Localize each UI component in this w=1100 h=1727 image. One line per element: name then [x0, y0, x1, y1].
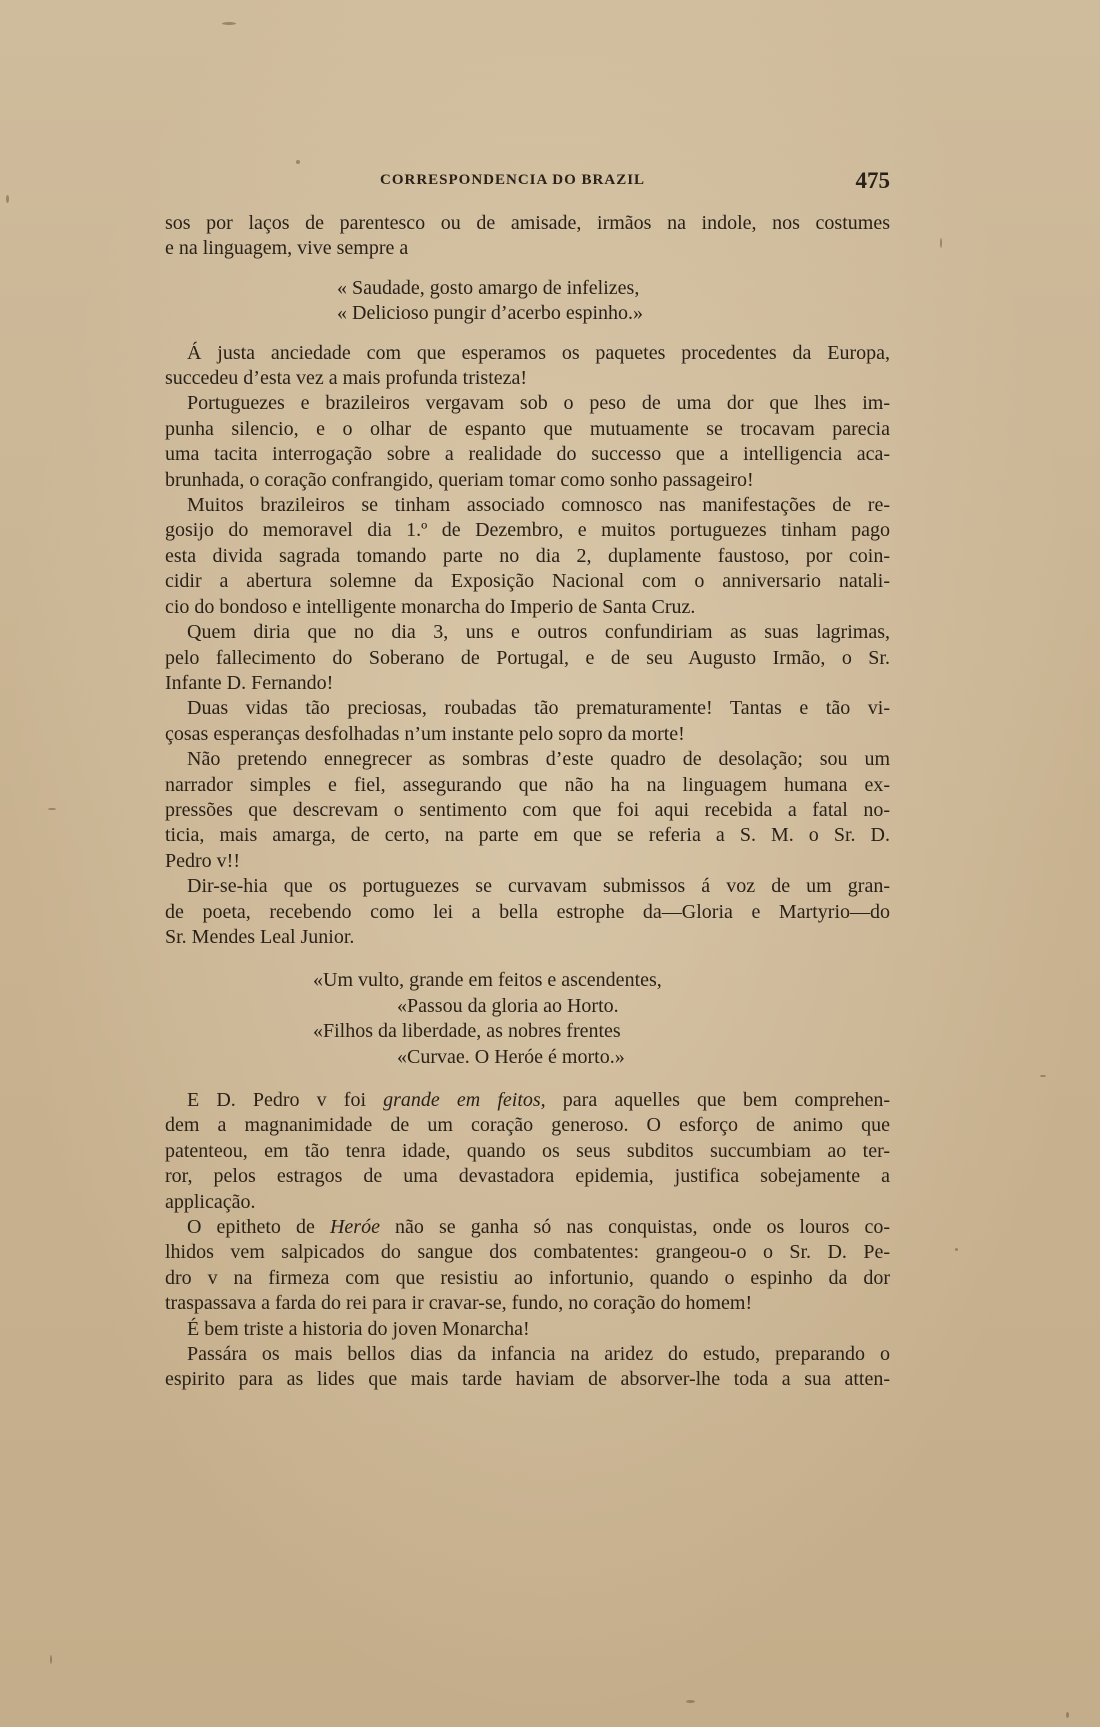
text-line: Passára os mais bellos dias da infancia na aridez do estudo, preparando o: [187, 1343, 890, 1366]
text-line: de poeta, recebendo como lei a bella estrophe da—Gloria e Martyrio—do: [165, 900, 890, 923]
paragraph-5: [165, 620, 890, 696]
text-line: Á justa anciedade com que esperamos os paquetes procedentes da Europa,: [187, 341, 890, 364]
text-line: e na linguagem, vive sempre a: [165, 237, 409, 260]
paper-speck: [50, 1655, 52, 1664]
paper-speck: [222, 22, 236, 25]
paper-speck: [955, 1248, 958, 1251]
paper-speck: [686, 1700, 695, 1703]
text-line: lhidos vem salpicados do sangue dos combatentes: grangeou-o o Sr. D. Pe-: [165, 1241, 890, 1264]
text-line: narrador simples e fiel, assegurando que não ha na linguagem humana ex-: [165, 773, 890, 796]
text-line: É bem triste a historia do joven Monarcha!: [187, 1317, 530, 1340]
verse-quote-2: [165, 968, 890, 1070]
verse-line: «Passou da gloria ao Horto.: [397, 994, 619, 1017]
verse-line: «Curvae. O Heróe é morto.»: [397, 1045, 625, 1068]
text-line: espirito para as lides que mais tarde haviam de absorver-lhe toda a sua atten-: [165, 1368, 890, 1391]
text-line: ror, pelos estragos de uma devastadora epidemia, justifica sobejamente a: [165, 1165, 890, 1188]
text-line: pelo fallecimento do Soberano de Portugal, e de seu Augusto Irmão, o Sr.: [165, 646, 890, 669]
paragraph-6: [165, 696, 890, 747]
text-run: não se ganha só nas conquistas, onde os louros co-: [395, 1216, 891, 1239]
italic-word: Heróe: [329, 1216, 380, 1239]
verse-line: « Saudade, gosto amargo de infelizes,: [337, 276, 640, 299]
paragraph-11: [165, 1317, 890, 1342]
paragraph-8: [165, 874, 890, 950]
italic-phrase: grande em feitos,: [383, 1089, 546, 1111]
text-line: sos por laços de parentesco ou de amisade, irmãos na indole, nos costumes: [165, 212, 890, 234]
text-line: brunhada, o coração confrangido, queriam tomar como sonho passageiro!: [165, 468, 754, 491]
text-run: O epitheto de: [187, 1216, 315, 1239]
text-line: gosijo do memoravel dia 1.º de Dezembro, e muitos portuguezes tinham pago: [165, 519, 890, 542]
text-line: pressões que descrevam o sentimento com que foi aqui recebida a fatal no-: [165, 798, 890, 821]
paragraph-4: [165, 493, 890, 620]
text-line: traspassava a farda do rei para ir cravar-se, fundo, no coração do homem!: [165, 1292, 753, 1315]
text-line: Portuguezes e brazileiros vergavam sob o peso de uma dor que lhes im-: [187, 392, 890, 415]
text-line: Não pretendo ennegrecer as sombras d’este quadro de desolação; sou um: [187, 748, 890, 771]
text-line: Pedro v!!: [165, 849, 240, 872]
text-line: Sr. Mendes Leal Junior.: [165, 925, 355, 948]
paragraph-1: [165, 211, 890, 262]
text-line: Dir-se-hia que os portuguezes se curvavam submissos á voz de um gran-: [187, 875, 890, 898]
text-line: Muitos brazileiros se tinham associado comnosco nas manifestações de re-: [187, 494, 890, 517]
verse-quote-1: [165, 276, 890, 327]
paper-speck: [296, 160, 300, 164]
text-line: applicação.: [165, 1190, 256, 1213]
paper-speck: [1066, 1712, 1069, 1718]
text-run: E D. Pedro v foi: [187, 1089, 366, 1111]
text-line: [165, 1088, 890, 1113]
verse-line: « Delicioso pungir d’acerbo espinho.»: [337, 302, 644, 325]
page-number: 475: [855, 168, 890, 193]
text-line: Infante D. Fernando!: [165, 671, 334, 694]
paragraph-9: [165, 1088, 890, 1215]
text-run: para aquelles que bem comprehen-: [562, 1089, 891, 1111]
page-header: [165, 168, 890, 198]
text-line: cidir a abertura solemne da Exposição Nacional com o anniversario natali-: [165, 570, 890, 593]
text-line: Quem diria que no dia 3, uns e outros confundiriam as suas lagrimas,: [187, 621, 890, 644]
text-line: çosas esperanças desfolhadas n’um instante pelo sopro da morte!: [165, 722, 685, 745]
running-title: CORRESPONDENCIA DO BRAZIL: [380, 172, 646, 188]
text-line: esta divida sagrada tomando parte no dia 2, duplamente faustoso, por coin-: [165, 544, 890, 567]
paragraph-7: [165, 747, 890, 874]
verse-line: «Um vulto, grande em feitos e ascendentes,: [313, 969, 662, 992]
text-line: cio do bondoso e intelligente monarcha do Imperio de Santa Cruz.: [165, 595, 696, 618]
verse-line: «Filhos da liberdade, as nobres frentes: [313, 1020, 621, 1043]
text-line: Duas vidas tão preciosas, roubadas tão prematuramente! Tantas e tão vi-: [187, 697, 890, 720]
text-line: [165, 1215, 890, 1240]
text-line: dem a magnanimidade de um coração generoso. O esforço de animo que: [165, 1114, 890, 1137]
text-line: punha silencio, e o olhar de espanto que mutuamente se trocavam parecia: [165, 417, 890, 440]
paragraph-12: [165, 1342, 890, 1393]
text-line: dro v na firmeza com que resistiu ao infortunio, quando o espinho da dor: [165, 1266, 890, 1289]
paper-speck: [6, 195, 9, 203]
text-line: uma tacita interrogação sobre a realidade do successo que a intelligencia aca-: [165, 443, 890, 466]
body-text: [165, 211, 890, 1393]
paragraph-3: [165, 391, 890, 493]
paper-speck: [940, 238, 942, 248]
text-line: patenteou, em tão tenra idade, quando os seus subditos succumbiam ao ter-: [165, 1139, 890, 1162]
paper-speck: [48, 808, 56, 810]
paragraph-2: [165, 341, 890, 392]
paper-speck: [1040, 1075, 1046, 1077]
paragraph-10: [165, 1215, 890, 1317]
text-line: succedeu d’esta vez a mais profunda tristeza!: [165, 367, 528, 390]
text-line: ticia, mais amarga, de certo, na parte em que se referia a S. M. o Sr. D.: [165, 824, 890, 847]
